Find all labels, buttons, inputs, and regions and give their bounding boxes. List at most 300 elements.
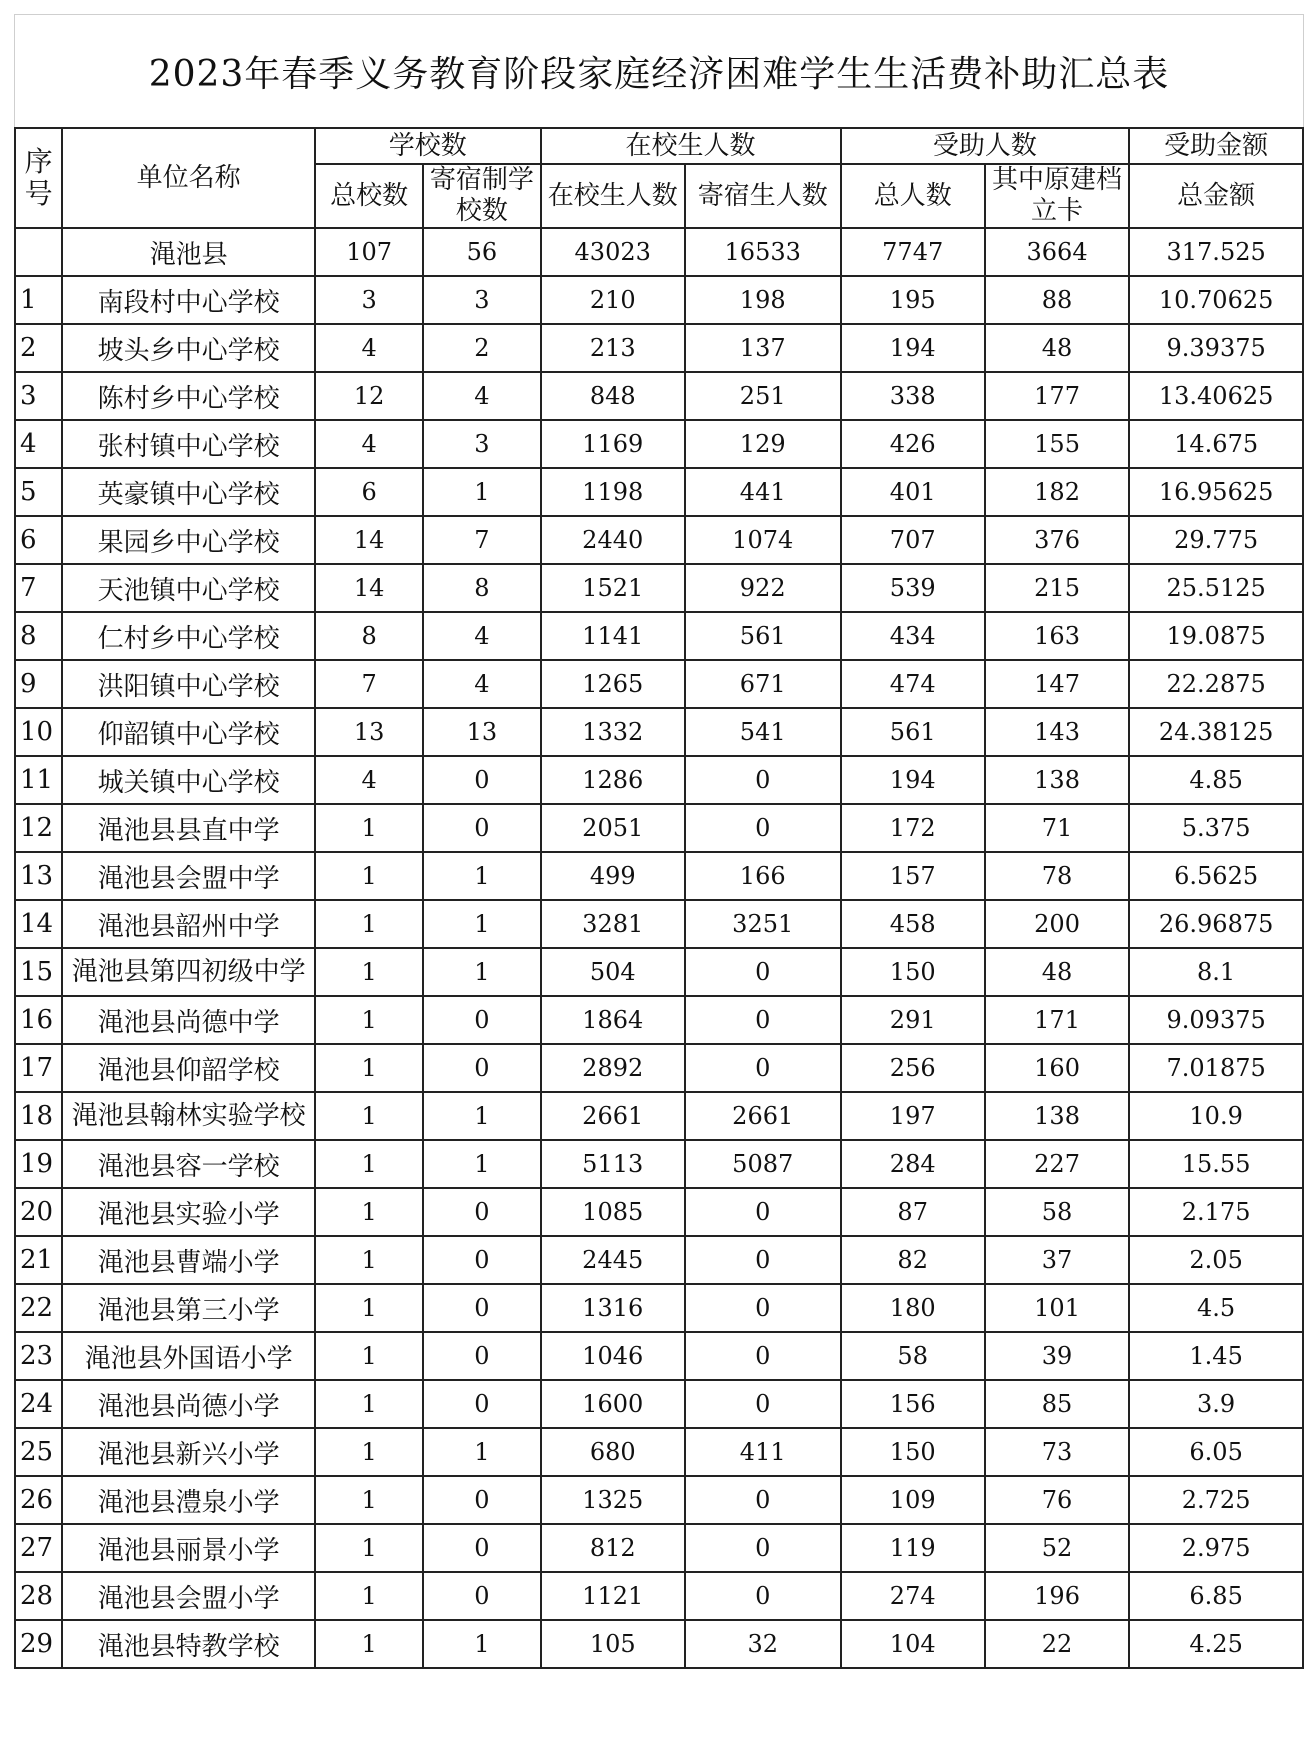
row-boarding-students: 137 <box>685 324 841 372</box>
row-seq: 20 <box>15 1188 62 1236</box>
row-unit-name <box>62 468 315 516</box>
header-aided-total: 总人数 <box>841 164 985 228</box>
row-boarding-students: 2661 <box>685 1092 841 1140</box>
row-boarding-schools: 0 <box>423 1572 540 1620</box>
row-amount: 29.775 <box>1129 516 1303 564</box>
table-row <box>15 804 1303 852</box>
row-enrolled: 504 <box>541 948 685 996</box>
row-unit-name-text: 渑池县会盟中学 <box>97 863 280 894</box>
row-aided-registered: 163 <box>985 612 1129 660</box>
row-amount: 5.375 <box>1129 804 1303 852</box>
row-unit-name-text: 果园乡中心学校 <box>97 527 280 558</box>
header-boarding-students: 寄宿生人数 <box>685 164 841 228</box>
title-box <box>14 14 1304 127</box>
row-seq: 24 <box>15 1380 62 1428</box>
row-aided-total: 274 <box>841 1572 985 1620</box>
row-aided-registered: 143 <box>985 708 1129 756</box>
row-unit-name <box>62 852 315 900</box>
table-row <box>15 1380 1303 1428</box>
row-boarding-schools: 1 <box>423 1092 540 1140</box>
table-row <box>15 276 1303 324</box>
header-aided-registered: 其中原建档立卡 <box>985 164 1129 228</box>
row-boarding-students: 1074 <box>685 516 841 564</box>
summary-amount: 317.525 <box>1129 228 1303 276</box>
row-unit-name <box>62 1620 315 1668</box>
summary-boarding-schools: 56 <box>423 228 540 276</box>
row-enrolled: 1265 <box>541 660 685 708</box>
summary-aided-registered: 3664 <box>985 228 1129 276</box>
row-amount: 3.9 <box>1129 1380 1303 1428</box>
row-total-schools: 1 <box>315 1092 423 1140</box>
row-total-schools: 1 <box>315 948 423 996</box>
row-seq: 14 <box>15 900 62 948</box>
table-row <box>15 708 1303 756</box>
row-unit-name <box>62 516 315 564</box>
row-seq: 1 <box>15 276 62 324</box>
row-boarding-schools: 1 <box>423 1428 540 1476</box>
row-amount: 25.5125 <box>1129 564 1303 612</box>
row-enrolled: 2440 <box>541 516 685 564</box>
row-amount: 9.39375 <box>1129 324 1303 372</box>
row-aided-total: 401 <box>841 468 985 516</box>
row-amount: 2.175 <box>1129 1188 1303 1236</box>
table-row <box>15 372 1303 420</box>
row-seq: 18 <box>15 1092 62 1140</box>
row-total-schools: 4 <box>315 420 423 468</box>
header-enrolled-count: 在校生人数 <box>541 164 685 228</box>
row-enrolled: 1332 <box>541 708 685 756</box>
row-seq: 11 <box>15 756 62 804</box>
row-boarding-students: 166 <box>685 852 841 900</box>
row-boarding-students: 129 <box>685 420 841 468</box>
row-boarding-schools: 0 <box>423 1044 540 1092</box>
row-enrolled: 1121 <box>541 1572 685 1620</box>
row-unit-name <box>62 1044 315 1092</box>
row-seq: 26 <box>15 1476 62 1524</box>
row-seq: 23 <box>15 1332 62 1380</box>
row-aided-total: 82 <box>841 1236 985 1284</box>
row-aided-registered: 182 <box>985 468 1129 516</box>
row-boarding-schools: 0 <box>423 996 540 1044</box>
row-unit-name-text: 渑池县尚德小学 <box>97 1391 280 1422</box>
row-boarding-schools: 0 <box>423 1380 540 1428</box>
row-aided-registered: 48 <box>985 324 1129 372</box>
row-enrolled: 105 <box>541 1620 685 1668</box>
row-boarding-schools: 7 <box>423 516 540 564</box>
row-amount: 4.5 <box>1129 1284 1303 1332</box>
row-amount: 19.0875 <box>1129 612 1303 660</box>
row-aided-total: 197 <box>841 1092 985 1140</box>
row-unit-name <box>62 900 315 948</box>
row-boarding-schools: 1 <box>423 1620 540 1668</box>
row-enrolled: 2445 <box>541 1236 685 1284</box>
row-total-schools: 14 <box>315 564 423 612</box>
row-unit-name <box>62 1092 315 1140</box>
header-boarding-schools: 寄宿制学校数 <box>423 164 540 228</box>
row-amount: 6.85 <box>1129 1572 1303 1620</box>
row-enrolled: 1046 <box>541 1332 685 1380</box>
row-amount: 2.05 <box>1129 1236 1303 1284</box>
row-amount: 10.9 <box>1129 1092 1303 1140</box>
row-aided-registered: 52 <box>985 1524 1129 1572</box>
row-total-schools: 1 <box>315 900 423 948</box>
row-total-schools: 3 <box>315 276 423 324</box>
row-amount: 4.25 <box>1129 1620 1303 1668</box>
table-row <box>15 1620 1303 1668</box>
row-boarding-students: 0 <box>685 756 841 804</box>
row-seq: 7 <box>15 564 62 612</box>
document-sheet <box>14 14 1304 1746</box>
row-boarding-students: 671 <box>685 660 841 708</box>
table-row <box>15 900 1303 948</box>
row-unit-name-text: 渑池县会盟小学 <box>97 1583 280 1614</box>
row-unit-name-text: 张村镇中心学校 <box>97 431 280 462</box>
row-aided-registered: 171 <box>985 996 1129 1044</box>
row-amount: 9.09375 <box>1129 996 1303 1044</box>
header-school-count: 学校数 <box>315 128 541 164</box>
row-boarding-schools: 0 <box>423 1188 540 1236</box>
row-unit-name-text: 仁村乡中心学校 <box>97 623 280 654</box>
row-boarding-schools: 4 <box>423 612 540 660</box>
summary-total-schools: 107 <box>315 228 423 276</box>
row-aided-total: 156 <box>841 1380 985 1428</box>
row-boarding-schools: 0 <box>423 1332 540 1380</box>
row-unit-name-text: 渑池县新兴小学 <box>97 1439 280 1470</box>
row-aided-total: 157 <box>841 852 985 900</box>
row-aided-registered: 39 <box>985 1332 1129 1380</box>
row-unit-name <box>62 1236 315 1284</box>
row-unit-name <box>62 804 315 852</box>
header-enrolled: 在校生人数 <box>541 128 841 164</box>
row-seq: 13 <box>15 852 62 900</box>
row-seq: 28 <box>15 1572 62 1620</box>
row-unit-name-text: 南段村中心学校 <box>97 287 280 318</box>
row-aided-registered: 71 <box>985 804 1129 852</box>
row-aided-registered: 78 <box>985 852 1129 900</box>
table-row <box>15 1284 1303 1332</box>
table-row <box>15 1524 1303 1572</box>
row-aided-total: 104 <box>841 1620 985 1668</box>
table-row <box>15 324 1303 372</box>
row-amount: 6.5625 <box>1129 852 1303 900</box>
row-total-schools: 1 <box>315 1620 423 1668</box>
row-total-schools: 1 <box>315 1284 423 1332</box>
row-boarding-students: 0 <box>685 1284 841 1332</box>
subsidy-table <box>14 127 1304 1669</box>
row-boarding-students: 0 <box>685 1332 841 1380</box>
row-boarding-students: 3251 <box>685 900 841 948</box>
row-amount: 26.96875 <box>1129 900 1303 948</box>
row-seq: 29 <box>15 1620 62 1668</box>
row-seq: 17 <box>15 1044 62 1092</box>
row-aided-registered: 215 <box>985 564 1129 612</box>
row-total-schools: 1 <box>315 1332 423 1380</box>
row-aided-total: 172 <box>841 804 985 852</box>
row-enrolled: 680 <box>541 1428 685 1476</box>
row-amount: 4.85 <box>1129 756 1303 804</box>
row-aided-total: 150 <box>841 948 985 996</box>
row-unit-name-text: 渑池县第三小学 <box>97 1295 280 1326</box>
row-enrolled: 3281 <box>541 900 685 948</box>
row-boarding-schools: 4 <box>423 660 540 708</box>
row-aided-total: 180 <box>841 1284 985 1332</box>
header-total-schools: 总校数 <box>315 164 423 228</box>
row-aided-total: 539 <box>841 564 985 612</box>
row-unit-name-text: 渑池县县直中学 <box>97 815 280 846</box>
row-seq: 10 <box>15 708 62 756</box>
page-title: 2023年春季义务教育阶段家庭经济困难学生生活费补助汇总表 <box>148 53 1170 95</box>
row-boarding-schools: 0 <box>423 756 540 804</box>
row-aided-total: 256 <box>841 1044 985 1092</box>
row-aided-total: 87 <box>841 1188 985 1236</box>
row-total-schools: 1 <box>315 1044 423 1092</box>
row-boarding-students: 0 <box>685 1236 841 1284</box>
row-enrolled: 812 <box>541 1524 685 1572</box>
row-seq: 27 <box>15 1524 62 1572</box>
row-unit-name <box>62 1188 315 1236</box>
row-boarding-students: 198 <box>685 276 841 324</box>
row-aided-registered: 22 <box>985 1620 1129 1668</box>
row-boarding-students: 0 <box>685 1476 841 1524</box>
row-boarding-schools: 13 <box>423 708 540 756</box>
row-boarding-schools: 1 <box>423 948 540 996</box>
row-unit-name <box>62 1284 315 1332</box>
row-aided-total: 58 <box>841 1332 985 1380</box>
row-amount: 15.55 <box>1129 1140 1303 1188</box>
row-unit-name-text: 洪阳镇中心学校 <box>97 671 280 702</box>
row-total-schools: 1 <box>315 1476 423 1524</box>
row-total-schools: 1 <box>315 1140 423 1188</box>
row-unit-name-text: 渑池县特教学校 <box>97 1631 280 1662</box>
row-aided-registered: 160 <box>985 1044 1129 1092</box>
row-seq: 15 <box>15 948 62 996</box>
row-aided-total: 119 <box>841 1524 985 1572</box>
row-unit-name <box>62 948 315 996</box>
table-row <box>15 564 1303 612</box>
row-enrolled: 1864 <box>541 996 685 1044</box>
row-aided-total: 291 <box>841 996 985 1044</box>
row-boarding-schools: 1 <box>423 1140 540 1188</box>
row-unit-name <box>62 1476 315 1524</box>
row-total-schools: 4 <box>315 756 423 804</box>
row-total-schools: 8 <box>315 612 423 660</box>
row-amount: 13.40625 <box>1129 372 1303 420</box>
row-enrolled: 1521 <box>541 564 685 612</box>
table-row <box>15 420 1303 468</box>
row-aided-total: 338 <box>841 372 985 420</box>
row-amount: 2.975 <box>1129 1524 1303 1572</box>
row-boarding-schools: 0 <box>423 804 540 852</box>
table-row <box>15 1044 1303 1092</box>
row-enrolled: 1085 <box>541 1188 685 1236</box>
row-boarding-students: 0 <box>685 1572 841 1620</box>
row-boarding-students: 5087 <box>685 1140 841 1188</box>
table-row <box>15 1476 1303 1524</box>
row-boarding-students: 441 <box>685 468 841 516</box>
row-enrolled: 2892 <box>541 1044 685 1092</box>
row-aided-registered: 147 <box>985 660 1129 708</box>
row-aided-registered: 48 <box>985 948 1129 996</box>
row-unit-name <box>62 372 315 420</box>
row-seq: 4 <box>15 420 62 468</box>
row-aided-registered: 73 <box>985 1428 1129 1476</box>
summary-row <box>15 228 1303 276</box>
header-unit-name: 单位名称 <box>62 128 315 228</box>
row-unit-name <box>62 1524 315 1572</box>
row-total-schools: 1 <box>315 1572 423 1620</box>
row-aided-total: 707 <box>841 516 985 564</box>
row-unit-name <box>62 1332 315 1380</box>
row-unit-name-text: 天池镇中心学校 <box>97 575 280 606</box>
row-unit-name-text: 仰韶镇中心学校 <box>97 719 280 750</box>
row-unit-name <box>62 612 315 660</box>
row-enrolled: 5113 <box>541 1140 685 1188</box>
row-seq: 25 <box>15 1428 62 1476</box>
header-amount: 受助金额 <box>1129 128 1303 164</box>
table-row <box>15 1332 1303 1380</box>
row-unit-name <box>62 276 315 324</box>
summary-aided-total: 7747 <box>841 228 985 276</box>
row-seq: 21 <box>15 1236 62 1284</box>
row-unit-name <box>62 1572 315 1620</box>
row-total-schools: 13 <box>315 708 423 756</box>
row-total-schools: 1 <box>315 1380 423 1428</box>
row-enrolled: 2661 <box>541 1092 685 1140</box>
row-seq: 12 <box>15 804 62 852</box>
table-row <box>15 996 1303 1044</box>
table-row <box>15 1428 1303 1476</box>
row-boarding-schools: 0 <box>423 1236 540 1284</box>
row-total-schools: 7 <box>315 660 423 708</box>
row-aided-registered: 101 <box>985 1284 1129 1332</box>
row-aided-total: 284 <box>841 1140 985 1188</box>
row-unit-name <box>62 564 315 612</box>
row-boarding-students: 0 <box>685 1524 841 1572</box>
row-seq: 8 <box>15 612 62 660</box>
row-boarding-students: 922 <box>685 564 841 612</box>
row-aided-total: 195 <box>841 276 985 324</box>
row-boarding-students: 411 <box>685 1428 841 1476</box>
row-total-schools: 1 <box>315 1428 423 1476</box>
row-aided-registered: 138 <box>985 756 1129 804</box>
row-boarding-students: 32 <box>685 1620 841 1668</box>
row-aided-registered: 177 <box>985 372 1129 420</box>
row-enrolled: 1600 <box>541 1380 685 1428</box>
row-unit-name <box>62 708 315 756</box>
row-unit-name-text: 英豪镇中心学校 <box>97 479 280 510</box>
row-boarding-students: 251 <box>685 372 841 420</box>
row-enrolled: 210 <box>541 276 685 324</box>
row-boarding-students: 561 <box>685 612 841 660</box>
row-unit-name-text: 渑池县曹端小学 <box>97 1247 280 1278</box>
row-enrolled: 848 <box>541 372 685 420</box>
row-enrolled: 1286 <box>541 756 685 804</box>
row-total-schools: 1 <box>315 1188 423 1236</box>
row-unit-name <box>62 756 315 804</box>
row-amount: 16.95625 <box>1129 468 1303 516</box>
table-row <box>15 1092 1303 1140</box>
row-unit-name-text: 渑池县容一学校 <box>97 1151 280 1182</box>
row-amount: 7.01875 <box>1129 1044 1303 1092</box>
row-boarding-students: 0 <box>685 1044 841 1092</box>
row-aided-registered: 76 <box>985 1476 1129 1524</box>
row-unit-name-text: 渑池县澧泉小学 <box>97 1487 280 1518</box>
summary-seq <box>15 228 62 276</box>
row-amount: 6.05 <box>1129 1428 1303 1476</box>
row-unit-name-text: 渑池县韶州中学 <box>97 911 280 942</box>
row-unit-name-text: 渑池县外国语小学 <box>84 1343 293 1374</box>
row-enrolled: 1169 <box>541 420 685 468</box>
table-row <box>15 468 1303 516</box>
row-unit-name-text: 城关镇中心学校 <box>97 767 280 798</box>
row-boarding-schools: 0 <box>423 1476 540 1524</box>
row-aided-total: 426 <box>841 420 985 468</box>
row-amount: 8.1 <box>1129 948 1303 996</box>
row-total-schools: 1 <box>315 852 423 900</box>
row-aided-registered: 196 <box>985 1572 1129 1620</box>
row-seq: 9 <box>15 660 62 708</box>
row-boarding-schools: 1 <box>423 900 540 948</box>
row-total-schools: 14 <box>315 516 423 564</box>
row-enrolled: 1141 <box>541 612 685 660</box>
row-seq: 19 <box>15 1140 62 1188</box>
row-total-schools: 4 <box>315 324 423 372</box>
row-aided-registered: 227 <box>985 1140 1129 1188</box>
header-amount-total: 总金额 <box>1129 164 1303 228</box>
row-unit-name <box>62 1140 315 1188</box>
row-boarding-schools: 4 <box>423 372 540 420</box>
row-aided-registered: 58 <box>985 1188 1129 1236</box>
row-enrolled: 2051 <box>541 804 685 852</box>
table-row <box>15 1188 1303 1236</box>
row-unit-name <box>62 660 315 708</box>
row-enrolled: 1316 <box>541 1284 685 1332</box>
row-boarding-students: 0 <box>685 804 841 852</box>
row-enrolled: 499 <box>541 852 685 900</box>
row-total-schools: 1 <box>315 996 423 1044</box>
row-boarding-students: 0 <box>685 948 841 996</box>
row-seq: 22 <box>15 1284 62 1332</box>
row-boarding-students: 0 <box>685 996 841 1044</box>
row-amount: 24.38125 <box>1129 708 1303 756</box>
table-row <box>15 612 1303 660</box>
row-seq: 5 <box>15 468 62 516</box>
row-aided-registered: 85 <box>985 1380 1129 1428</box>
row-boarding-schools: 2 <box>423 324 540 372</box>
row-aided-total: 458 <box>841 900 985 948</box>
row-aided-registered: 155 <box>985 420 1129 468</box>
table-row <box>15 516 1303 564</box>
row-aided-registered: 138 <box>985 1092 1129 1140</box>
header-aided: 受助人数 <box>841 128 1130 164</box>
row-total-schools: 1 <box>315 1236 423 1284</box>
row-boarding-schools: 3 <box>423 420 540 468</box>
row-seq: 3 <box>15 372 62 420</box>
row-unit-name-text: 渑池县尚德中学 <box>97 1007 280 1038</box>
row-aided-total: 194 <box>841 324 985 372</box>
row-aided-registered: 200 <box>985 900 1129 948</box>
row-unit-name-text: 渑池县翰林实验学校 <box>71 1101 306 1131</box>
row-boarding-schools: 1 <box>423 852 540 900</box>
row-unit-name-text: 渑池县丽景小学 <box>97 1535 280 1566</box>
row-boarding-schools: 1 <box>423 468 540 516</box>
row-aided-total: 109 <box>841 1476 985 1524</box>
row-unit-name <box>62 996 315 1044</box>
row-boarding-schools: 3 <box>423 276 540 324</box>
summary-boarding-students: 16533 <box>685 228 841 276</box>
header-seq: 序号 <box>15 128 62 228</box>
row-unit-name <box>62 1380 315 1428</box>
